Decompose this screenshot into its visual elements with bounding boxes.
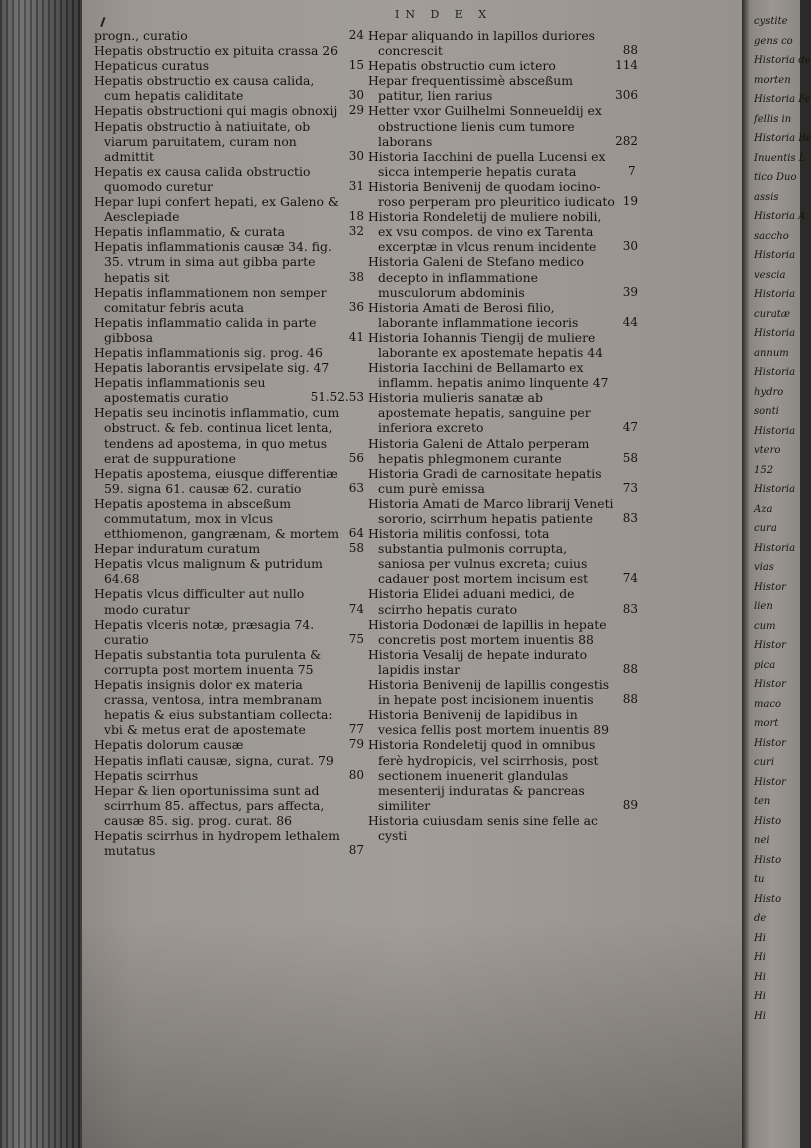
index-entry-text: Hepatis apostema, eiusque differentiæ 59. signa 61. causæ 62. curatio [94,465,338,496]
index-entry-text: Historia Iacchini de puella Lucensi ex sicca intemperie hepatis curata [368,148,606,179]
index-entry-page: 56 [348,450,364,465]
facing-page-fragment: morten [754,74,791,86]
index-entry-page: 38 [348,269,364,284]
facing-page-fragment: curi [754,757,775,768]
index-entry [368,707,638,737]
index-entry [94,239,364,284]
index-entry-text: Hepatis vlcus difficulter aut nullo modo curatur [94,586,305,617]
index-entry [94,405,364,465]
book-binding [0,0,82,1148]
left-index-column [94,28,364,858]
index-entry-text: Hepatis obstructio à natiuitate, ob viarum paruitatem, curam non admittit [94,118,311,164]
facing-page-fragment: curatæ [754,308,791,320]
index-entry-text: Historia Amati de Berosi filio, laborante inflammatione iecoris [368,299,579,330]
index-entry-text: Historia Galeni de Stefano medico decepto in inflammatione musculorum abdominis [368,254,584,300]
index-entry [94,541,364,556]
index-entry-text: Hepatis insignis dolor ex materia crassa, ventosa, intra membranam hepatis & eius substantiam collecta: vbi & metus erat de apostemate [94,677,333,738]
index-entry-page: 36 [348,299,364,314]
index-entry [368,300,638,330]
index-entry-text: Hepatis dolorum causæ [94,737,244,753]
facing-page-fragment: gens co [754,35,793,47]
index-entry-text: Hepatis scirrhus in hydropem lethalem mutatus [94,827,340,859]
facing-page-fragment: Historia de [754,55,811,66]
facing-page-fragment: Hi [754,971,766,983]
index-entry [94,586,364,616]
index-entry-text: Hepar & lien oportunissima sunt ad scirrhum 85. affectus, pars affecta, causæ 85. sig. prog. curat. 86 [94,782,325,828]
page-shadow [82,920,742,1148]
index-entry-page: 77 [348,722,364,737]
index-entry-text: Historia militis confossi, tota substantia pulmonis corrupta, saniosa per vulnus excreta; cuius cadauer post mortem incisum est [368,526,589,587]
facing-page-fragment: Aza [754,503,773,515]
index-entry [368,436,638,466]
index-entry [94,737,364,752]
index-entry [94,28,364,43]
index-entry-text: Hepar lupi confert hepati, ex Galeno & Aesclepiade [94,194,339,225]
index-entry-text: Historia Dodonæi de lapillis in hepate concretis post mortem inuentis 88 [368,616,607,647]
index-entry [94,496,364,541]
index-entry [368,209,638,254]
index-entry [368,28,638,58]
index-entry-page: 30 [348,88,364,103]
index-entry [94,556,364,586]
facing-page-fragment: vescia [754,269,786,281]
index-entry-text: Hepatis scirrhus [94,767,199,783]
facing-page-fragment: sonti [754,406,779,417]
index-entry-page: 47 [622,420,638,435]
index-entry [368,330,638,360]
index-entry-page: 88 [622,661,638,676]
index-entry-page: 18 [348,209,364,224]
index-entry [94,103,364,118]
index-entry-text: Hepatis inflammatio calida in parte gibbosa [94,314,317,345]
index-entry-page: 19 [622,194,638,209]
index-entry [368,677,638,707]
index-entry-page: 51.52.53 [310,390,364,405]
facing-page-fragment: Histor [754,776,786,788]
index-entry [368,360,638,390]
facing-page-fragment: Histor [754,640,786,651]
index-entry-page: 80 [348,767,364,782]
index-entry-text: Historia Benivenij de quodam iocino-roso perperam pro pleuritico iudicato [368,178,615,210]
facing-page-fragment: Historia [754,250,796,261]
index-entry-text: Historia Gradi de carnositate hepatis cum purè emissa [368,465,602,496]
index-entry-page: 87 [348,843,364,858]
index-entry-text: Hepatis substantia tota purulenta & corrupta post mortem inuenta 75 [94,646,322,677]
index-entry-page: 44 [622,314,638,329]
index-entry-text: Hepatis seu incinotis inflammatio, cum obstruct. & feb. continua licet lenta, tendens ad apostema, in quo metus erat de suppuratione [94,405,340,466]
facing-page-fragment: Historia [754,289,796,300]
index-entry-page: 31 [348,178,364,193]
index-entry [368,813,638,843]
index-entry-page: 24 [348,28,364,42]
facing-page-fragment: lien [754,601,773,612]
index-entry [94,315,364,345]
facing-page-fragment: Historia [754,367,796,378]
index-entry [368,103,638,148]
index-entry-text: Hepatis ex causa calida obstructio quomodo curetur [94,163,311,194]
index-entry-text: Hetter vxor Guilhelmi Sonneueldij ex obstructione lienis cum tumore laborans [368,103,602,149]
index-entry-text: Hepatis vlcus malignum & putridum 64.68 [94,556,323,587]
index-entry-text: Historia Elidei aduani medici, de scirrho hepatis curato [368,586,575,617]
facing-page-fragment: Historia Fe [754,94,811,105]
facing-page-fragment: Hi [754,991,766,1002]
facing-page-fragment: Historia [754,425,796,437]
index-entry [94,617,364,647]
facing-page-fragment: mort [754,718,779,729]
index-entry [368,496,638,526]
index-entry [94,466,364,496]
index-entry-page: 89 [622,797,638,812]
facing-page-fragment: Hi [754,952,766,963]
index-entry-text: Hepatis obstructio ex causa calida, cum hepatis caliditate [94,73,315,104]
right-index-column [368,28,638,843]
index-entry-page: 74 [348,601,364,616]
facing-page-edge [742,0,811,1148]
facing-page-fragment: Histo [754,893,782,905]
index-entry-page: 74 [622,571,638,586]
facing-page-fragment: de [754,913,767,924]
index-entry-page: 282 [615,133,638,148]
facing-page-fragment: Historia Be [754,133,811,144]
facing-page-fragment: 152 [754,464,774,476]
facing-page-fragment: vias [754,562,774,573]
facing-page-fragment: Histor [754,737,786,749]
index-entry-page: 64 [348,526,364,541]
facing-page-fragment: Historia [754,328,796,339]
facing-page-fragment: Hi [754,932,766,944]
facing-page-fragment: Histor [754,679,786,690]
index-entry [368,647,638,677]
index-entry-text: Hepatis obstructioni qui magis obnoxij [94,103,338,119]
index-entry-text: Historia Iohannis Tiengij de muliere laborante ex apostemate hepatis 44 [368,329,604,360]
index-entry-page: 15 [348,58,364,73]
index-entry-text: Hepatis apostema in absceßum commutatum, mox in vlcus etthiomenon, gangrænam, & mortem [94,495,340,542]
index-entry-text: Hepar aliquando in lapillos duriores concrescit [368,28,595,59]
index-entry [94,164,364,194]
index-entry-page: 306 [615,88,638,103]
index-entry [368,466,638,496]
index-entry-page: 63 [348,480,364,495]
index-entry-text: Hepatis inflammationis sig. prog. 46 [94,344,323,360]
page-header: IN D E X [395,8,493,21]
facing-page-fragment: vtero [754,445,781,456]
index-entry [368,617,638,647]
index-entry-text: Hepaticus curatus [94,58,210,74]
index-entry [94,753,364,768]
index-entry-text: Hepatis inflammationem non semper comitatur febris acuta [94,284,327,315]
facing-page-fragment: cum [754,620,776,632]
index-entry-text: Hepar frequentissimè absceßum patitur, lien rarius [368,73,573,104]
facing-page-fragment: ten [754,796,771,807]
index-entry-page: 75 [348,631,364,646]
index-entry-text: Hepatis vlceris notæ, præsagia 74. curatio [94,616,315,647]
index-entry-page: 39 [622,284,638,299]
index-entry-page: 58 [348,541,364,556]
index-entry [368,179,638,209]
index-entry-text: Historia mulieris sanatæ ab apostemate hepatis, sanguine per inferiora excreto [368,390,591,436]
index-entry-page: 114 [615,58,638,73]
index-entry-text: Hepatis inflammationis causæ 34. fig. 35. vtrum in sima aut gibba parte hepatis sit [94,239,332,285]
facing-page-fragment: Histor [754,581,786,593]
index-entry-text: Historia cuiusdam senis sine felle ac cysti [368,812,598,843]
index-entry [94,194,364,224]
facing-page-fragment: assis [754,191,779,203]
index-entry [94,360,364,375]
facing-page-fragment: cura [754,523,777,534]
index-entry-text: Hepatis inflammationis seu apostematis curatio [94,375,266,406]
index-entry [94,73,364,103]
index-entry-text: Hepatis inflammatio, & curata [94,224,286,240]
index-entry-text: Historia Vesalij de hepate indurato lapidis instar [368,646,588,677]
index-entry-page: 73 [622,480,638,495]
facing-page-fragment: Histo [754,815,782,827]
index-entry-page: 83 [622,511,638,525]
index-entry-text: progn., curatio [94,28,188,43]
index-entry: Historia Iacchini de puella Lucensi ex sicca intemperie hepatis curata 7 [368,148,636,179]
facing-page-fragment: Histo [754,854,782,866]
index-entry [94,677,364,737]
index-entry [94,224,364,239]
facing-page-fragment: saccho [754,230,789,242]
facing-page-fragment: tico Duo [754,172,797,183]
facing-page-fragment: Hi [754,1010,766,1022]
index-entry-page: 32 [348,224,364,239]
facing-page-fragment: Historia [754,542,796,554]
index-entry-page: 83 [622,601,638,616]
index-entry-page: 30 [348,148,364,163]
index-entry-page: 79 [348,737,364,752]
index-entry-page: 41 [348,329,364,344]
index-entry [368,390,638,435]
index-entry [94,345,364,360]
index-entry-text: Historia Benivenij de lapidibus in vesica fellis post mortem inuentis 89 [368,707,610,738]
facing-page-fragment: nei [754,835,770,846]
index-entry [368,526,638,586]
index-entry-page: 88 [622,43,638,58]
index-entry [94,828,364,858]
index-entry-text: Historia Amati de Marco librarij Veneti sororio, scirrhum hepatis patiente [368,495,614,526]
index-entry [94,43,364,58]
index-entry [94,647,364,677]
index-entry [94,375,364,405]
facing-page-fragment: hydro [754,386,784,398]
index-entry-text: Hepar induratum curatum [94,541,261,557]
facing-page-fragment: Historia [754,484,796,495]
index-entry [368,73,638,103]
facing-page-fragment: Inuentis L [754,152,806,164]
index-entry-page: 30 [622,239,638,254]
facing-page-fragment: pica [754,659,776,671]
facing-page-fragment: cystite [754,16,788,27]
index-entry-text: Hepatis obstructio cum ictero [368,58,556,74]
index-entry [368,586,638,616]
facing-page-fragment: Historia A [754,211,806,222]
facing-page-fragment: fellis in [754,113,792,125]
facing-page-fragment: maco [754,698,782,710]
index-entry [368,254,638,299]
index-entry-text: Historia Iacchini de Bellamarto ex inflamm. hepatis animo linquente 47 [368,360,609,391]
index-entry [94,58,364,73]
index-entry-page: 29 [348,103,364,118]
index-entry-text: Historia Benivenij de lapillis congestis in hepate post incisionem inuentis [368,677,610,708]
index-entry-text: Hepatis laborantis ervsipelate sig. 47 [94,360,330,376]
index-entry-page: 58 [622,450,638,465]
index-entry-text: Historia Rondeletij quod in omnibus ferè hydropicis, vel scirrhosis, post sectionem inuenerit glandulas mesenterij induratas & pancreas similiter [368,737,599,813]
facing-page-fragment: tu [754,874,765,885]
index-entry [368,58,638,73]
facing-page-fragment: annum [754,347,789,359]
index-entry-text: Hepatis inflati causæ, signa, curat. 79 [94,752,334,768]
index-entry-page: 88 [622,692,638,707]
index-entry [94,768,364,783]
index-entry [94,119,364,164]
index-entry-text: Historia Galeni de Attalo perperam hepatis phlegmonem curante [368,435,590,466]
index-entry-text: Historia Rondeletij de muliere nobili, ex vsu compos. de vino ex Tarenta excerptæ in vlcus renum incidente [368,209,602,255]
index-entry-text: Hepatis obstructio ex pituita crassa 26 [94,43,339,59]
index-entry [368,737,638,812]
index-entry [94,783,364,828]
index-entry [94,285,364,315]
